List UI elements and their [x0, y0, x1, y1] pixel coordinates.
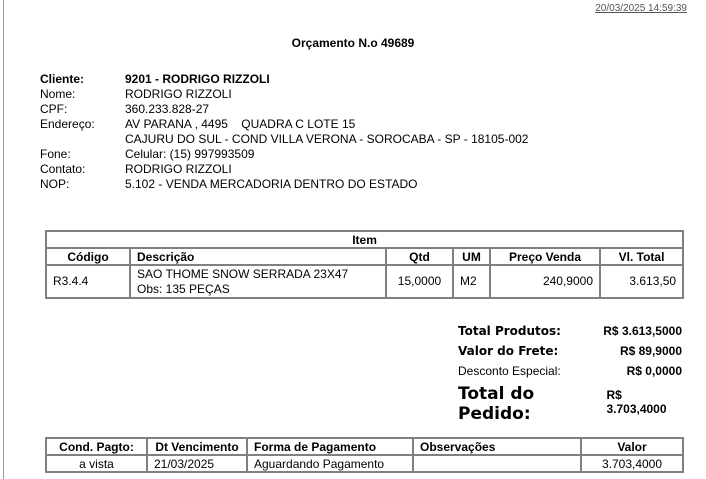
- document-title: Orçamento N.o 49689: [291, 36, 415, 50]
- client-value: 9201 - RODRIGO RIZZOLI: [125, 72, 270, 86]
- total-pedido-row: [458, 384, 682, 424]
- desconto-value: R$ 0,0000: [626, 364, 682, 378]
- items-column-header-row: [46, 248, 683, 265]
- client-label: Cliente:: [40, 72, 85, 86]
- desconto-row: [458, 364, 682, 384]
- address-label: Endereço:: [40, 117, 95, 131]
- nop-value: 5.102 - VENDA MERCADORIA DENTRO DO ESTADO: [125, 177, 418, 191]
- col-header-preco-venda: Preço Venda: [490, 248, 600, 265]
- item-descricao-cell: [130, 265, 386, 298]
- col-header-vl-total: Vl. Total: [600, 248, 683, 265]
- cpf-label: CPF:: [40, 102, 68, 116]
- col-header-um: UM: [453, 248, 490, 265]
- cpf-row: [40, 102, 528, 117]
- address-line-1: AV PARANA , 4495 QUADRA C LOTE 15: [125, 117, 356, 131]
- contact-value: RODRIGO RIZZOLI: [125, 162, 232, 176]
- name-value: RODRIGO RIZZOLI: [125, 87, 232, 101]
- total-produtos-label: Total Produtos:: [458, 324, 561, 338]
- item-descricao: SAO THOME SNOW SERRADA 23X47: [137, 266, 349, 281]
- payment-vencimento: 21/03/2025: [147, 455, 247, 472]
- frete-value: R$ 89,9000: [619, 344, 682, 358]
- name-label: Nome:: [40, 87, 76, 101]
- col-header-descricao: Descrição: [130, 248, 386, 265]
- payment-valor: 3.703,4000: [581, 455, 683, 472]
- payment-forma: Aguardando Pagamento: [247, 455, 413, 472]
- contact-label: Contato:: [40, 162, 86, 176]
- client-info-block: [40, 72, 528, 192]
- table-row: [46, 265, 683, 298]
- print-timestamp: 20/03/2025 14:59:39: [595, 3, 687, 14]
- total-produtos-row: [458, 324, 682, 344]
- item-codigo: R3.4.4: [46, 265, 130, 298]
- col-header-dt-vencimento: Dt Vencimento: [147, 438, 247, 455]
- phone-row: [40, 147, 528, 162]
- item-um: M2: [453, 265, 490, 298]
- payment-observacoes: [413, 455, 581, 472]
- payment-header-row: [46, 438, 683, 455]
- item-vl-total: 3.613,50: [600, 265, 683, 298]
- nop-label: NOP:: [40, 177, 70, 191]
- address-line-2: CAJURU DO SUL - COND VILLA VERONA - SOROCABA - SP - 18105-002: [125, 132, 529, 146]
- phone-label: Fone:: [40, 147, 71, 161]
- items-table: [45, 230, 684, 299]
- item-obs: Obs: 135 PEÇAS: [137, 281, 230, 296]
- col-header-cond-pagto: Cond. Pagto:: [46, 438, 147, 455]
- col-header-valor: Valor: [581, 438, 683, 455]
- payment-table: [45, 437, 684, 473]
- address-row-2: [40, 132, 528, 147]
- desconto-label: Desconto Especial:: [458, 364, 561, 378]
- totals-block: [458, 324, 682, 424]
- frete-row: [458, 344, 682, 364]
- item-preco-venda: 240,9000: [490, 265, 600, 298]
- payment-cond: a vista: [46, 455, 147, 472]
- address-label-blank: [40, 132, 125, 147]
- total-produtos-value: R$ 3.613,5000: [603, 324, 682, 338]
- col-header-forma-pagamento: Forma de Pagamento: [247, 438, 413, 455]
- items-group-header-row: [46, 231, 683, 248]
- col-header-codigo: Código: [46, 248, 130, 265]
- item-qtd: 15,0000: [386, 265, 453, 298]
- cpf-value: 360.233.828-27: [125, 102, 210, 116]
- client-row: [40, 72, 528, 87]
- table-row: [46, 455, 683, 472]
- total-pedido-value: R$ 3.703,4000: [606, 388, 667, 416]
- contact-row: [40, 162, 528, 177]
- total-pedido-label: Total do Pedido:: [458, 384, 535, 424]
- frete-label: Valor do Frete:: [458, 344, 559, 358]
- name-row: [40, 87, 528, 102]
- col-header-qtd: Qtd: [386, 248, 453, 265]
- items-group-header: Item: [46, 231, 683, 248]
- nop-row: [40, 177, 528, 192]
- address-row: [40, 117, 528, 132]
- page-left-border: [3, 0, 4, 479]
- col-header-observacoes: Observações: [413, 438, 581, 455]
- phone-value: Celular: (15) 997993509: [125, 147, 255, 161]
